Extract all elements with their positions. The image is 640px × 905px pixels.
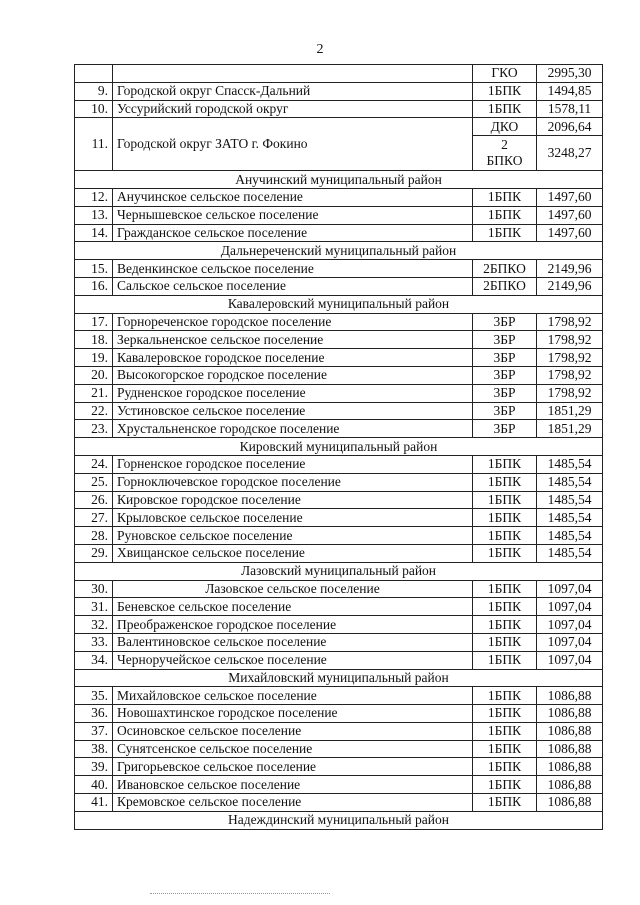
building-code: 3БР <box>473 402 537 420</box>
cost-value: 1485,54 <box>537 527 603 545</box>
page-number: 2 <box>316 42 324 57</box>
table-row <box>75 616 603 634</box>
cost-value: 1097,04 <box>537 598 603 616</box>
row-number <box>75 65 113 83</box>
building-code: 1БПК <box>473 758 537 776</box>
building-code: 1БПК <box>473 633 537 651</box>
table-row <box>75 722 603 740</box>
building-code: 3БР <box>473 384 537 402</box>
cost-value: 2096,64 <box>537 118 603 136</box>
table-row <box>75 349 603 367</box>
building-code: 1БПК <box>473 527 537 545</box>
table-row <box>75 776 603 794</box>
cost-value: 2149,96 <box>537 260 603 278</box>
cost-value: 1485,54 <box>537 491 603 509</box>
municipality-name: Веденкинское сельское поселение <box>113 260 473 278</box>
table-row <box>75 188 603 206</box>
row-number: 35. <box>75 687 113 705</box>
municipality-name: Горнореченское городское поселение <box>113 313 473 331</box>
building-code: 1БПК <box>473 473 537 491</box>
cost-value: 1494,85 <box>537 82 603 100</box>
table-row <box>75 206 603 224</box>
cost-value: 1497,60 <box>537 224 603 242</box>
tariff-table <box>74 64 603 830</box>
municipality-name: Хрустальненское городское поселение <box>113 420 473 438</box>
municipality-name: Беневское сельское поселение <box>113 598 473 616</box>
cost-value: 1485,54 <box>537 455 603 473</box>
district-name: Михайловский муниципальный район <box>75 669 603 687</box>
municipality-name: Григорьевское сельское поселение <box>113 758 473 776</box>
row-number: 20. <box>75 366 113 384</box>
district-header-row <box>75 438 603 456</box>
cost-value: 1798,92 <box>537 366 603 384</box>
table-row <box>75 687 603 705</box>
row-number: 22. <box>75 402 113 420</box>
cost-value: 1086,88 <box>537 740 603 758</box>
municipality-name: Уссурийский городской округ <box>113 100 473 118</box>
cost-value: 1086,88 <box>537 794 603 812</box>
building-code: 1БПК <box>473 544 537 562</box>
row-number: 31. <box>75 598 113 616</box>
district-header-row <box>75 811 603 829</box>
row-number: 26. <box>75 491 113 509</box>
table-row <box>75 651 603 669</box>
building-code: 1БПК <box>473 794 537 812</box>
cost-value: 1578,11 <box>537 100 603 118</box>
municipality-name: Преображенское городское поселение <box>113 616 473 634</box>
cost-value: 1798,92 <box>537 349 603 367</box>
table-row <box>75 277 603 295</box>
district-name: Анучинский муниципальный район <box>75 171 603 189</box>
municipality-name: Устиновское сельское поселение <box>113 402 473 420</box>
cost-value: 1485,54 <box>537 509 603 527</box>
building-code: 1БПК <box>473 100 537 118</box>
building-code: 2БПКО <box>473 260 537 278</box>
building-code: 3БР <box>473 420 537 438</box>
municipality-name: Кавалеровское городское поселение <box>113 349 473 367</box>
district-name: Дальнереченский муниципальный район <box>75 242 603 260</box>
row-number: 28. <box>75 527 113 545</box>
table-row <box>75 402 603 420</box>
building-code: 1БПК <box>473 651 537 669</box>
row-number: 32. <box>75 616 113 634</box>
district-header-row <box>75 562 603 580</box>
table-row <box>75 705 603 723</box>
municipality-name: Новошахтинское городское поселение <box>113 705 473 723</box>
municipality-name: Анучинское сельское поселение <box>113 188 473 206</box>
table-row <box>75 794 603 812</box>
row-number: 36. <box>75 705 113 723</box>
row-number: 29. <box>75 544 113 562</box>
municipality-name: Лазовское сельское поселение <box>113 580 473 598</box>
municipality-name: Чернышевское сельское поселение <box>113 206 473 224</box>
table-row <box>75 544 603 562</box>
table-row <box>75 509 603 527</box>
municipality-name: Горненское городское поселение <box>113 455 473 473</box>
building-code: 3БР <box>473 349 537 367</box>
cost-value: 1097,04 <box>537 633 603 651</box>
district-header-row <box>75 242 603 260</box>
building-code: 1БПК <box>473 224 537 242</box>
row-number: 18. <box>75 331 113 349</box>
row-number: 10. <box>75 100 113 118</box>
building-code: 1БПК <box>473 455 537 473</box>
building-code: 3БР <box>473 331 537 349</box>
row-number: 15. <box>75 260 113 278</box>
building-code: 1БПК <box>473 206 537 224</box>
table-row <box>75 758 603 776</box>
table-row <box>75 580 603 598</box>
row-number: 9. <box>75 82 113 100</box>
row-number: 21. <box>75 384 113 402</box>
building-code: 1БПК <box>473 616 537 634</box>
municipality-name: Зеркальненское сельское поселение <box>113 331 473 349</box>
cost-value: 1851,29 <box>537 402 603 420</box>
row-number: 25. <box>75 473 113 491</box>
cost-value: 1485,54 <box>537 473 603 491</box>
table-row <box>75 527 603 545</box>
municipality-name: Рудненское городское поселение <box>113 384 473 402</box>
district-header-row <box>75 171 603 189</box>
municipality-name: Городской округ Спасск-Дальний <box>113 82 473 100</box>
cost-value: 1798,92 <box>537 313 603 331</box>
municipality-name: Руновское сельское поселение <box>113 527 473 545</box>
row-number: 38. <box>75 740 113 758</box>
table-row <box>75 118 603 136</box>
table-row <box>75 331 603 349</box>
row-number: 37. <box>75 722 113 740</box>
municipality-name: Валентиновское сельское поселение <box>113 633 473 651</box>
row-number: 11. <box>75 118 113 171</box>
row-number: 14. <box>75 224 113 242</box>
building-code: 1БПК <box>473 491 537 509</box>
footer-mark <box>150 893 330 898</box>
building-code-line: БПКО <box>486 153 523 169</box>
building-code: 1БПК <box>473 687 537 705</box>
row-number: 30. <box>75 580 113 598</box>
cost-value: 1097,04 <box>537 616 603 634</box>
cost-value: 1798,92 <box>537 331 603 349</box>
building-code: ДКО <box>473 118 537 136</box>
building-code: 1БПК <box>473 188 537 206</box>
building-code: 1БПК <box>473 722 537 740</box>
row-number: 13. <box>75 206 113 224</box>
cost-value: 1086,88 <box>537 722 603 740</box>
cost-value: 2995,30 <box>537 65 603 83</box>
row-number: 41. <box>75 794 113 812</box>
municipality-name: Осиновское сельское поселение <box>113 722 473 740</box>
municipality-name: Гражданское сельское поселение <box>113 224 473 242</box>
cost-value: 1485,54 <box>537 544 603 562</box>
table-row <box>75 491 603 509</box>
row-number: 24. <box>75 455 113 473</box>
district-header-row <box>75 669 603 687</box>
district-name: Кавалеровский муниципальный район <box>75 295 603 313</box>
row-number: 17. <box>75 313 113 331</box>
cost-value: 1497,60 <box>537 206 603 224</box>
cost-value: 2149,96 <box>537 277 603 295</box>
municipality-name: Сальское сельское поселение <box>113 277 473 295</box>
row-number: 39. <box>75 758 113 776</box>
table-row <box>75 455 603 473</box>
table-row <box>75 740 603 758</box>
municipality-name: Ивановское сельское поселение <box>113 776 473 794</box>
building-code: 1БПК <box>473 580 537 598</box>
cost-value: 1086,88 <box>537 705 603 723</box>
table-row <box>75 260 603 278</box>
building-code: 2БПКО <box>473 277 537 295</box>
district-header-row <box>75 295 603 313</box>
table-row <box>75 224 603 242</box>
building-code-line: 2 <box>501 137 508 153</box>
district-name: Кировский муниципальный район <box>75 438 603 456</box>
row-number: 19. <box>75 349 113 367</box>
table-row <box>75 420 603 438</box>
municipality-name: Горноключевское городское поселение <box>113 473 473 491</box>
municipality-name: Кировское городское поселение <box>113 491 473 509</box>
building-code: 1БПК <box>473 776 537 794</box>
row-number: 16. <box>75 277 113 295</box>
cost-value: 3248,27 <box>537 136 603 171</box>
table-row <box>75 598 603 616</box>
cost-value: 1097,04 <box>537 651 603 669</box>
district-name: Лазовский муниципальный район <box>75 562 603 580</box>
table-row <box>75 82 603 100</box>
table-row <box>75 313 603 331</box>
table-row <box>75 473 603 491</box>
municipality-name: Черноручейское сельское поселение <box>113 651 473 669</box>
building-code: 1БПК <box>473 509 537 527</box>
building-code: 1БПК <box>473 740 537 758</box>
municipality-name: Михайловское сельское поселение <box>113 687 473 705</box>
table-row <box>75 633 603 651</box>
table-row <box>75 384 603 402</box>
row-number: 23. <box>75 420 113 438</box>
cost-value: 1086,88 <box>537 776 603 794</box>
municipality-name: Городской округ ЗАТО г. Фокино <box>113 118 473 171</box>
row-number: 34. <box>75 651 113 669</box>
row-number: 27. <box>75 509 113 527</box>
table-row <box>75 366 603 384</box>
municipality-name: Кремовское сельское поселение <box>113 794 473 812</box>
cost-value: 1798,92 <box>537 384 603 402</box>
municipality-name: Сунятсенское сельское поселение <box>113 740 473 758</box>
row-number: 33. <box>75 633 113 651</box>
table-row <box>75 100 603 118</box>
municipality-name <box>113 65 473 83</box>
building-code: 1БПК <box>473 598 537 616</box>
building-code: 3БР <box>473 313 537 331</box>
district-name: Надеждинский муниципальный район <box>75 811 603 829</box>
row-number: 40. <box>75 776 113 794</box>
building-code <box>473 136 537 171</box>
cost-value: 1097,04 <box>537 580 603 598</box>
municipality-name: Крыловское сельское поселение <box>113 509 473 527</box>
municipality-name: Высокогорское городское поселение <box>113 366 473 384</box>
municipality-name: Хвищанское сельское поселение <box>113 544 473 562</box>
table-row <box>75 65 603 83</box>
cost-value: 1086,88 <box>537 687 603 705</box>
building-code: ГКО <box>473 65 537 83</box>
building-code: 1БПК <box>473 82 537 100</box>
row-number: 12. <box>75 188 113 206</box>
building-code: 3БР <box>473 366 537 384</box>
building-code: 1БПК <box>473 705 537 723</box>
cost-value: 1086,88 <box>537 758 603 776</box>
cost-value: 1851,29 <box>537 420 603 438</box>
cost-value: 1497,60 <box>537 188 603 206</box>
